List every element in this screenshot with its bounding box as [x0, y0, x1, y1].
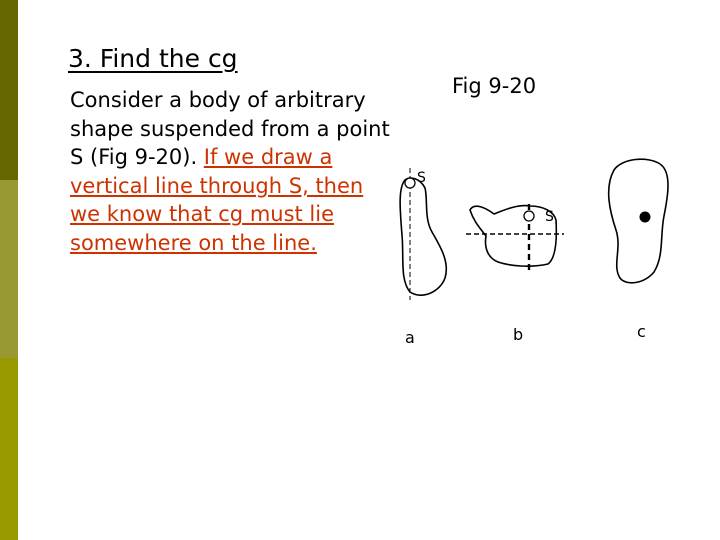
- slide-title: 3. Find the cg: [68, 44, 238, 73]
- panel-label-c: c: [637, 322, 646, 341]
- body-shape-a: [400, 178, 446, 295]
- body-highlighted-text: If we draw a vertical line through S, then we know that cg must lie somewhere on the line.: [70, 145, 364, 255]
- body-shape-b: [470, 206, 556, 267]
- panel-label-a: a: [405, 328, 415, 347]
- body-shape-c: [609, 159, 668, 283]
- panel-label-b: b: [513, 325, 524, 344]
- suspension-point-b: [524, 211, 534, 221]
- figure-caption: Fig 9-20: [452, 74, 537, 98]
- cg-point-c: [640, 212, 651, 223]
- point-label-b: S: [545, 209, 554, 225]
- suspension-point-a: [405, 178, 415, 188]
- point-label-a: S: [417, 170, 426, 186]
- body-plain-text: Consider a body of arbitrary shape suspended from a point S (Fig 9-20).: [70, 88, 390, 170]
